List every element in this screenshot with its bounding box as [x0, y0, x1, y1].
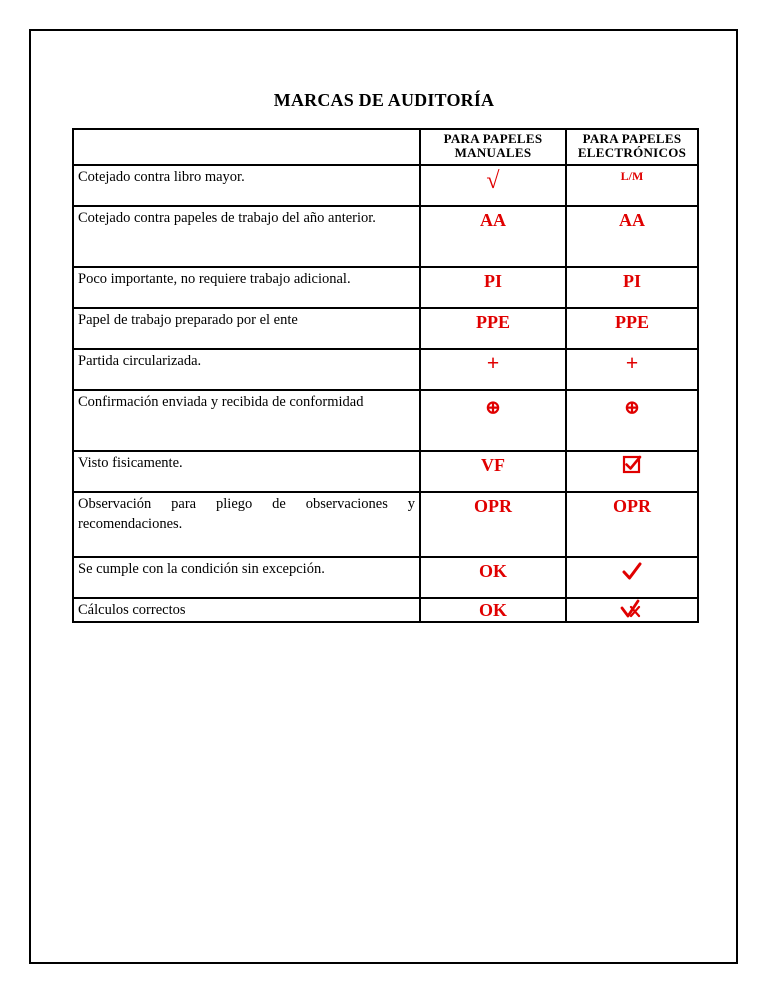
audit-marks-table [72, 128, 699, 623]
row-description: Cotejado contra libro mayor. [73, 165, 420, 206]
electronic-mark: OPR [566, 492, 698, 557]
electronic-mark [566, 165, 698, 206]
header-electronic-line2: ELECTRÓNICOS [577, 145, 687, 160]
row-description: Observación para pliego de observaciones y recomendaciones. [73, 492, 420, 557]
manual-mark: VF [420, 451, 566, 492]
row-description: Cotejado contra papeles de trabajo del año anterior. [73, 206, 420, 267]
header-manual-line2: MANUALES [454, 145, 532, 160]
manual-mark: OK [420, 598, 566, 622]
row-description: Cálculos correctos [73, 598, 420, 622]
manual-mark: PI [420, 267, 566, 308]
electronic-mark [566, 598, 698, 622]
table-row [73, 492, 698, 557]
manual-mark: AA [420, 206, 566, 267]
manual-mark: OK [420, 557, 566, 598]
electronic-mark [566, 557, 698, 598]
table-row [73, 390, 698, 451]
checked-box-icon [622, 454, 642, 476]
table-row [73, 165, 698, 206]
row-description: Confirmación enviada y recibida de conformidad [73, 390, 420, 451]
header-manual [420, 129, 566, 165]
table-row [73, 267, 698, 308]
row-description: Partida circularizada. [73, 349, 420, 390]
manual-mark-text: √ [486, 168, 500, 194]
row-description: Visto fisicamente. [73, 451, 420, 492]
manual-mark [420, 165, 566, 206]
table-row [73, 451, 698, 492]
document-title: MARCAS DE AUDITORÍA [273, 90, 495, 110]
electronic-mark: PPE [566, 308, 698, 349]
check-with-cross-icon [620, 599, 644, 621]
electronic-mark: AA [566, 206, 698, 267]
row-description: Se cumple con la condición sin excepción. [73, 557, 420, 598]
header-electronic [566, 129, 698, 165]
header-description [73, 129, 420, 165]
electronic-mark: + [566, 349, 698, 390]
electronic-mark [566, 451, 698, 492]
table-row [73, 308, 698, 349]
row-description: Poco importante, no requiere trabajo adicional. [73, 267, 420, 308]
table-header-row [73, 129, 698, 165]
manual-mark: PPE [420, 308, 566, 349]
manual-mark: OPR [420, 492, 566, 557]
header-electronic-line1: PARA PAPELES [582, 131, 682, 146]
electronic-mark: ⊕ [566, 390, 698, 451]
manual-mark: + [420, 349, 566, 390]
electronic-mark: PI [566, 267, 698, 308]
electronic-mark-text: L/M [620, 169, 644, 183]
manual-mark: ⊕ [420, 390, 566, 451]
table-row [73, 206, 698, 267]
table-row [73, 349, 698, 390]
table-row [73, 598, 698, 622]
header-manual-line1: PARA PAPELES [443, 131, 543, 146]
row-description: Papel de trabajo preparado por el ente [73, 308, 420, 349]
checkmark-icon [621, 560, 643, 582]
table-row [73, 557, 698, 598]
